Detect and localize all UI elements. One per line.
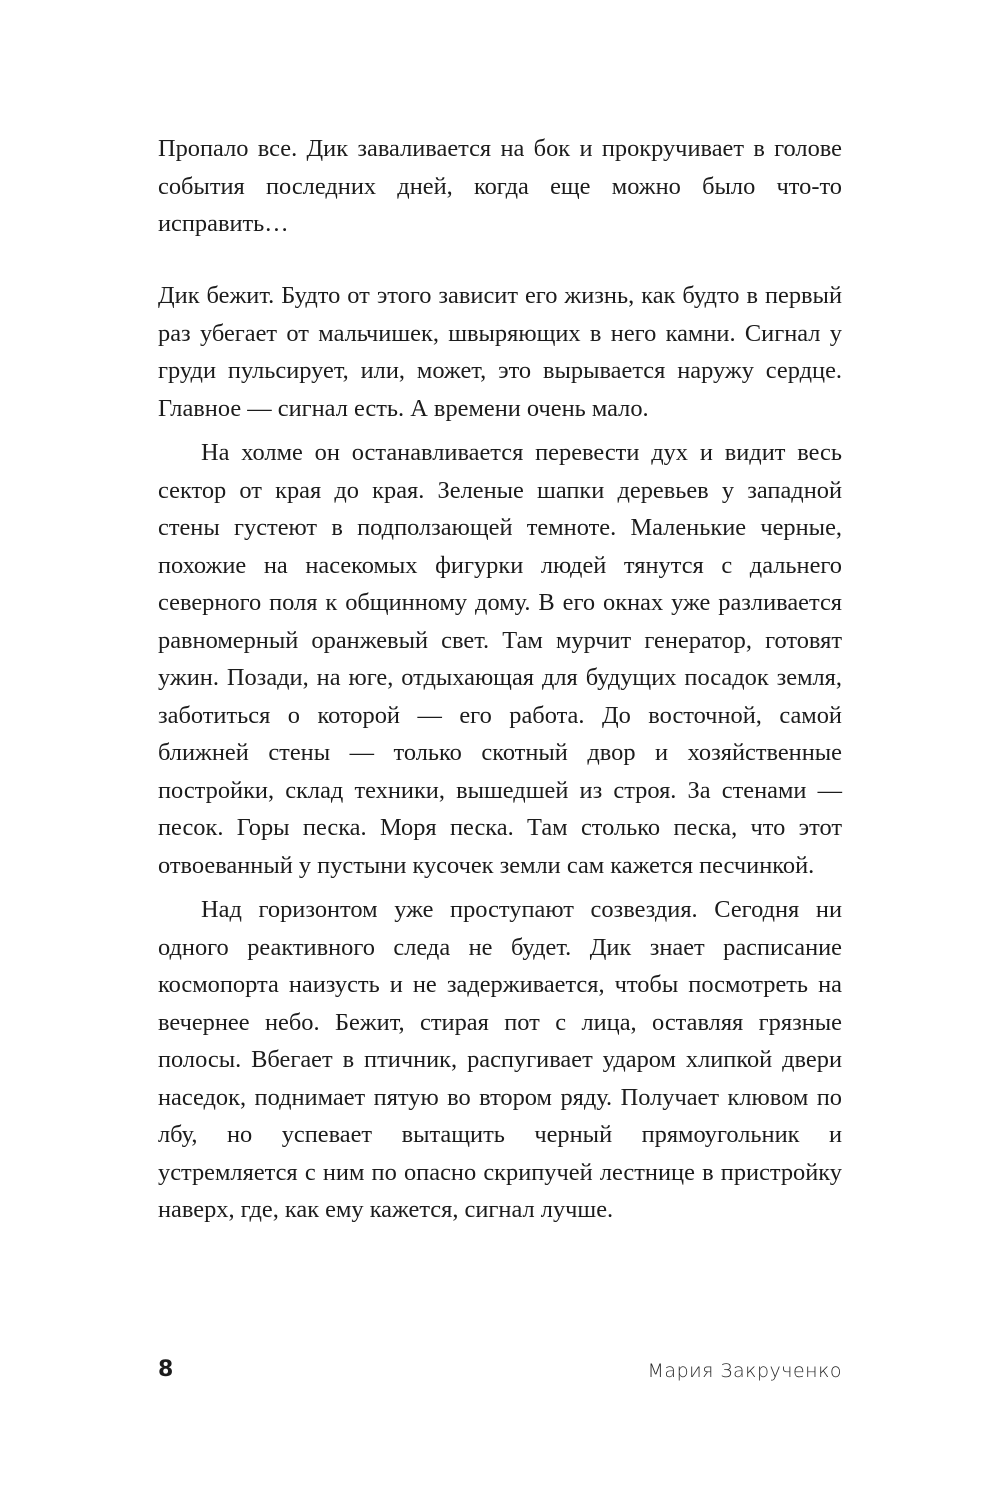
opening-section xyxy=(158,130,842,243)
opening-paragraph: Пропало все. Дик заваливается на бок и прокручивает в голове события последних дней, когда еще можно было что-то исправить… xyxy=(158,135,842,237)
running-footer-author: Мария Закрученко xyxy=(647,1360,842,1382)
main-section xyxy=(158,277,842,1229)
paragraph-2: На холме он останавливается перевести дух и видит весь сектор от края до края. Зеленые шапки деревьев у западной стены густеют в подползающей темноте. Маленькие черные, похожие на насекомых фигурки людей тянутся с дальнего северного поля к общинному дому. В его окнах уже разливается равномерный оранжевый свет. Там мурчит генератор, готовят ужин. Позади, на юге, отдыхающая для будущих посадок земля, заботиться о которой — его работа. До восточной, самой ближней стены — только скотный двор и хозяйственные постройки, склад техники, вышедшей из строя. За стенами — песок. Горы песка. Моря песка. Там столько песка, что этот отвоеванный у пустыни кусочек земли сам кажется песчинкой. xyxy=(158,439,842,879)
paragraph-3: Над горизонтом уже проступают созвездия. Сегодня ни одного реактивного следа не будет. Дик знает расписание космопорта наизусть и не задерживается, чтобы посмотреть на вечернее небо. Бежит, стирая пот с лица, оставляя грязные полосы. Вбегает в птичник, распугивает ударом хлипкой двери наседок, поднимает пятую во втором ряду. Получает клювом по лбу, но успевает вытащить черный прямоугольник и устремляется с ним по опасно скрипучей лестнице в пристройку наверх, где, как ему кажется, сигнал лучше. xyxy=(158,896,842,1223)
paragraph-1: Дик бежит. Будто от этого зависит его жизнь, как будто в первый раз убегает от мальчишек, швыряющих в него камни. Сигнал у груди пульсирует, или, может, это вырывается наружу сердце. Главное — сигнал есть. А времени очень мало. xyxy=(158,282,842,422)
page-number: 8 xyxy=(158,1357,174,1382)
